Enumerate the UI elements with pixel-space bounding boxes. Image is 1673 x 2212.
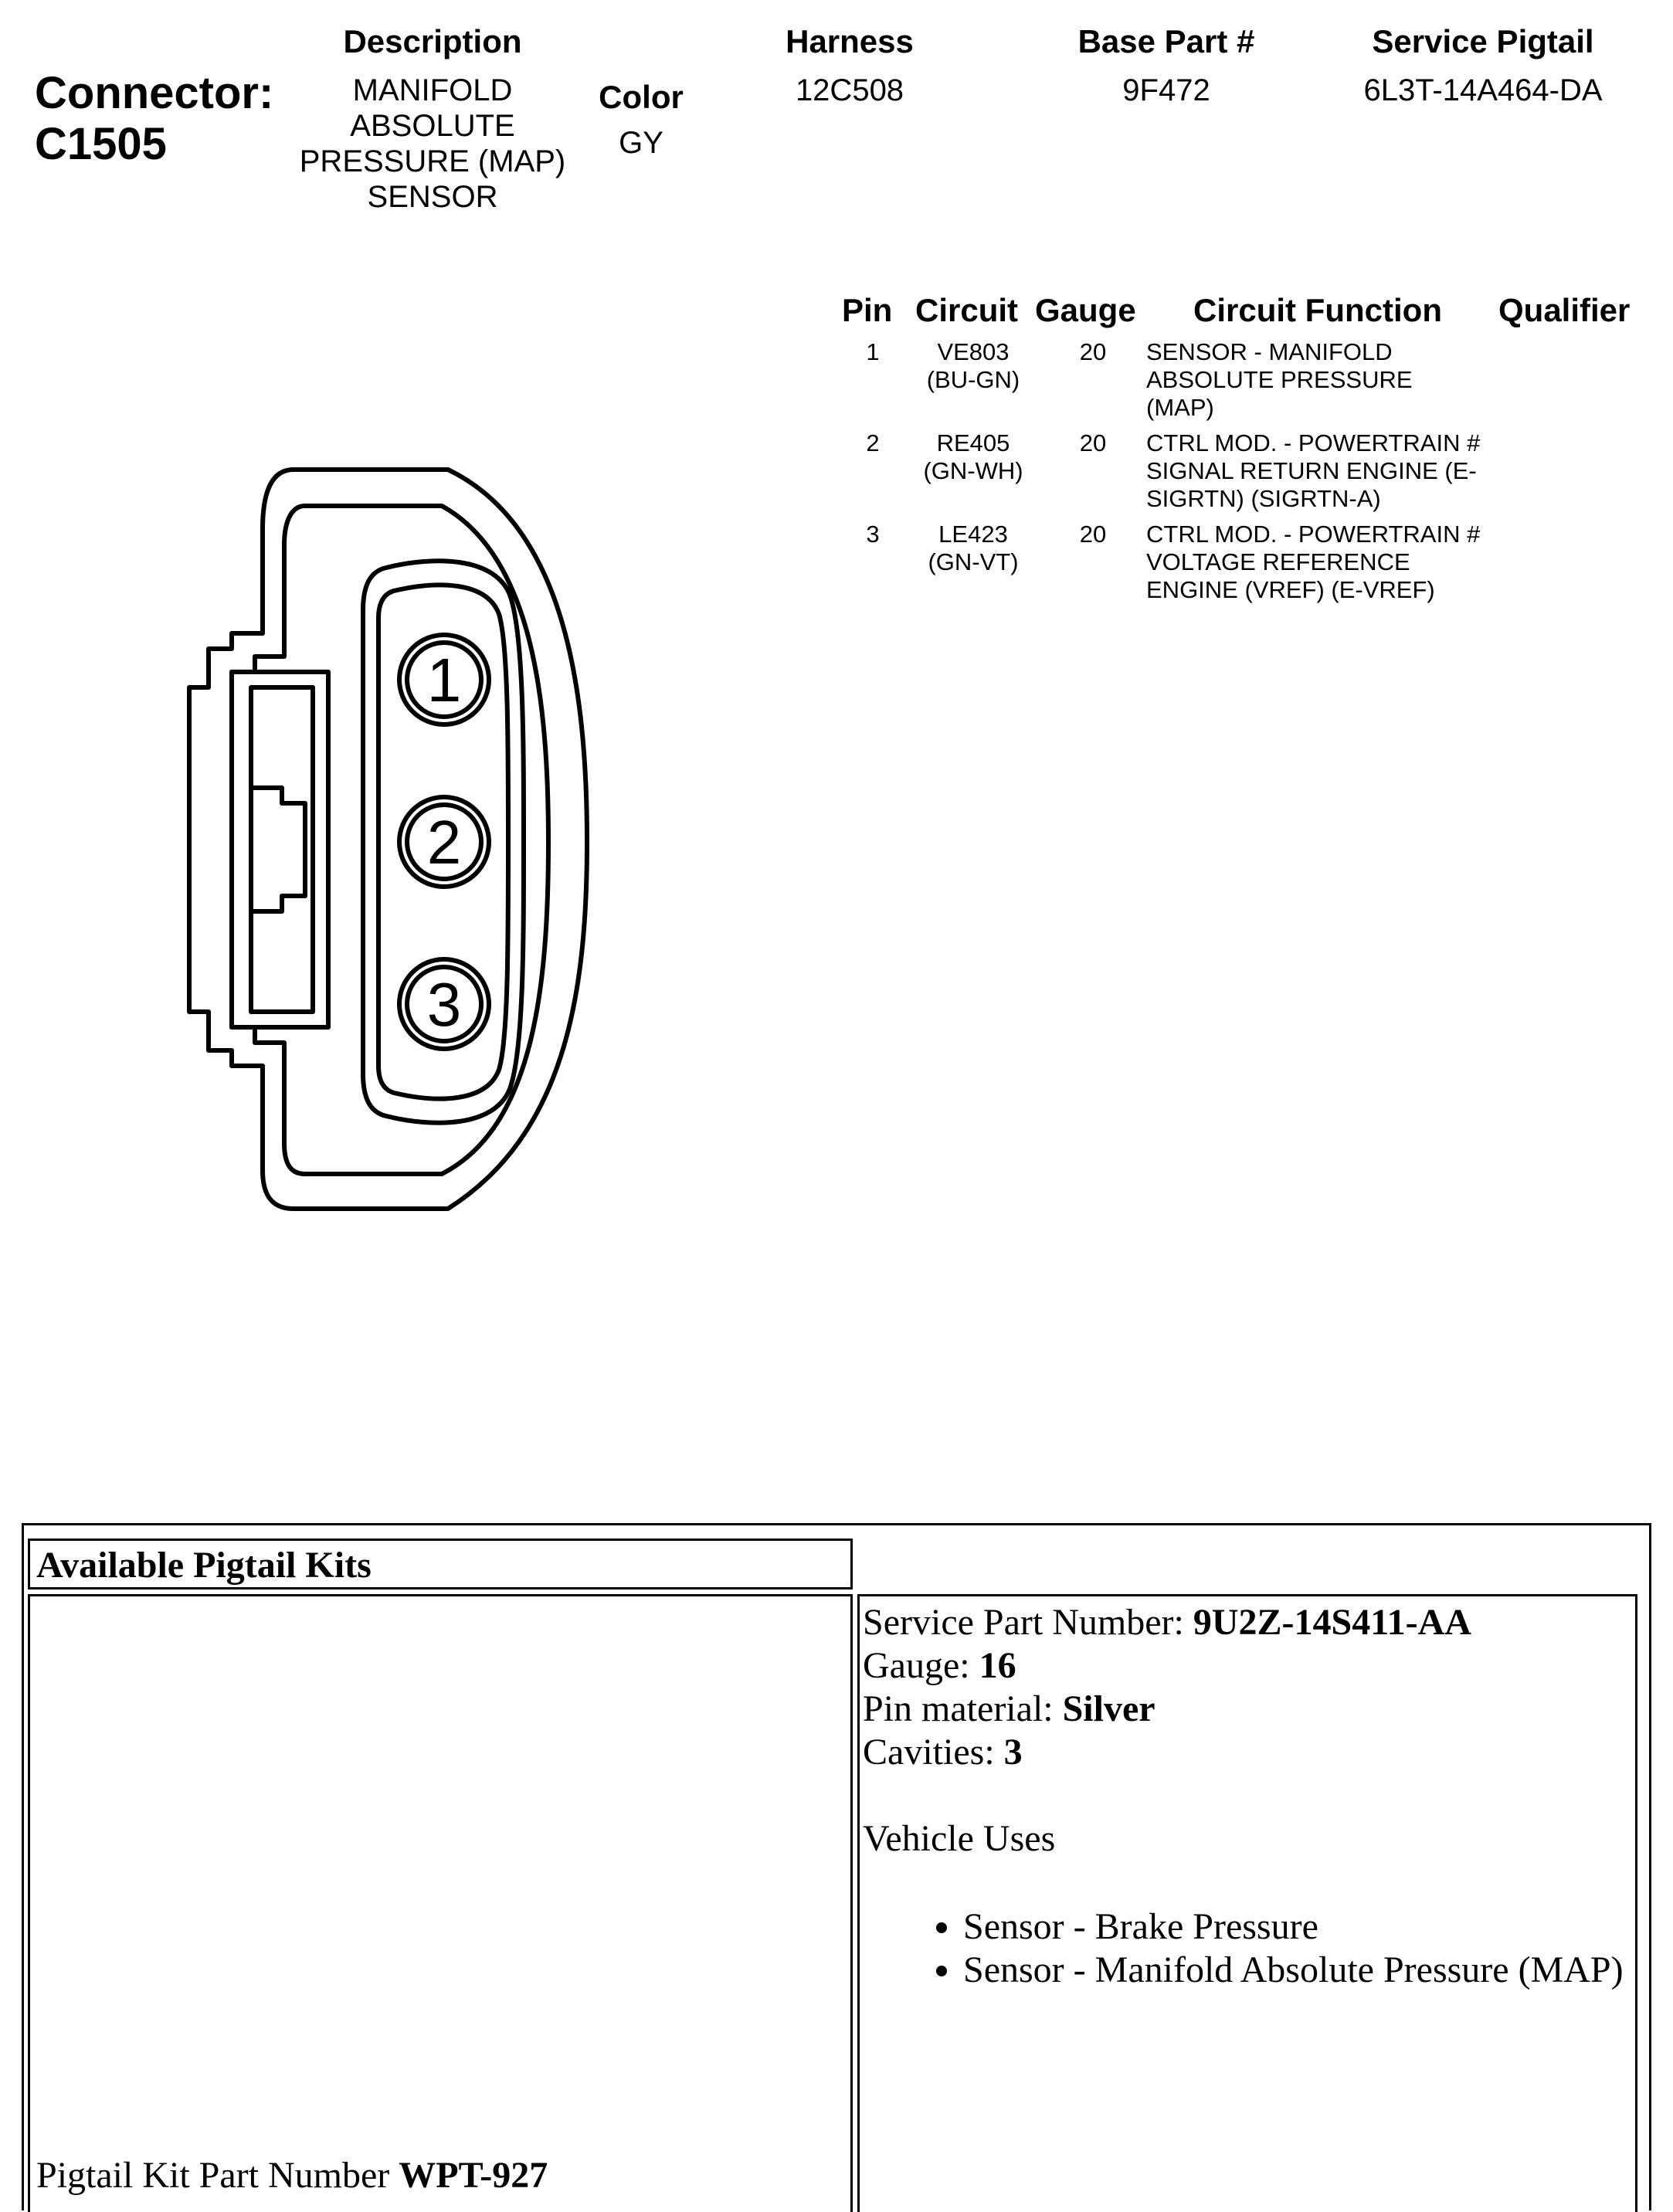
circuit-id: LE423 (938, 521, 1008, 548)
kit-right-cell (857, 1594, 1637, 2212)
function-line: ABSOLUTE PRESSURE (1146, 366, 1413, 393)
function-line: CTRL MOD. - POWERTRAIN # (1146, 429, 1481, 456)
connector-face-diagram (154, 456, 618, 1243)
pin-number: 2 (866, 429, 880, 456)
circuit-function-cell (1146, 429, 1532, 513)
pin-label-2: 2 (426, 808, 462, 877)
circuit-function-cell (1146, 338, 1532, 422)
description-header: Description (343, 23, 522, 59)
pigtail-kits-heading-cell (28, 1539, 853, 1589)
kit-part-number (36, 2154, 548, 2197)
circuit-cell (904, 521, 1043, 576)
circuit-color: (BU-GN) (926, 366, 1020, 393)
description-line: MANIFOLD (352, 73, 513, 107)
table-row (819, 429, 1653, 514)
base-part-header: Base Part # (1077, 23, 1255, 59)
gauge-line (863, 1644, 1627, 1688)
latch-tab (251, 788, 305, 911)
description-line: ABSOLUTE (350, 109, 515, 143)
connector-title (35, 68, 273, 170)
kit-details (863, 1601, 1627, 1992)
harness-value: 12C508 (795, 73, 904, 107)
function-line: CTRL MOD. - POWERTRAIN # (1146, 521, 1481, 548)
gauge-cell: 20 (1079, 338, 1107, 365)
cavities-line (863, 1731, 1627, 1774)
description-value (278, 73, 587, 215)
kit-left-cell (28, 1594, 853, 2212)
service-pigtail-header: Service Pigtail (1372, 23, 1594, 59)
function-line: (MAP) (1146, 394, 1214, 421)
description-line: SENSOR (367, 180, 498, 214)
list-item: • Sensor - Brake Pressure (963, 1905, 1627, 1949)
base-part-value: 9F472 (1122, 73, 1210, 107)
circuit-id: VE803 (937, 338, 1010, 365)
color-value: GY (619, 126, 663, 160)
function-line: ENGINE (VREF) (E-VREF) (1146, 576, 1435, 603)
gauge-column-header: Gauge (1035, 292, 1136, 328)
pin-column-header: Pin (842, 292, 893, 328)
color-header: Color (599, 79, 684, 115)
qualifier-column-header: Qualifier (1498, 292, 1631, 328)
description-line: PRESSURE (MAP) (299, 144, 566, 178)
function-line: SIGRTN) (SIGRTN-A) (1146, 485, 1381, 512)
pin-material-value: Silver (1062, 1688, 1155, 1729)
pin-label-3: 3 (426, 970, 462, 1039)
connector-label: Connector: (35, 68, 274, 118)
circuit-id: RE405 (936, 429, 1010, 456)
gauge-cell: 20 (1079, 429, 1107, 456)
table-row (819, 338, 1653, 423)
cavities-value: 3 (1003, 1732, 1023, 1773)
circuit-color: (GN-WH) (923, 457, 1023, 484)
function-line: SENSOR - MANIFOLD (1146, 338, 1393, 365)
circuit-column-header: Circuit (915, 292, 1019, 328)
circuit-color: (GN-VT) (928, 548, 1019, 575)
connector-id: C1505 (35, 119, 167, 169)
pin-material-line (863, 1688, 1627, 1731)
vehicle-uses-list (863, 1905, 1627, 1992)
housing-inner (232, 506, 548, 1174)
circuit-function-column-header: Circuit Function (1193, 292, 1442, 328)
pin-number: 1 (866, 338, 880, 365)
kit-part-label: Pigtail Kit Part Number (36, 2155, 399, 2196)
gauge-value: 16 (979, 1645, 1016, 1686)
service-pigtail-value: 6L3T-14A464-DA (1363, 73, 1603, 107)
gauge-label: Gauge: (863, 1645, 979, 1686)
pin-number: 3 (866, 521, 880, 548)
pin-label-1: 1 (426, 646, 462, 714)
circuit-cell (904, 338, 1043, 394)
pigtail-kits-heading: Available Pigtail Kits (36, 1545, 372, 1586)
vehicle-uses-label: Vehicle Uses (863, 1818, 1056, 1859)
table-row (819, 521, 1653, 606)
circuit-cell (904, 429, 1043, 485)
function-line: SIGNAL RETURN ENGINE (E- (1146, 457, 1477, 484)
kit-part-value: WPT-927 (399, 2155, 548, 2196)
harness-header: Harness (786, 23, 914, 59)
circuit-function-cell (1146, 521, 1532, 604)
service-part-label: Service Part Number: (863, 1602, 1193, 1643)
list-item: • Sensor - Manifold Absolute Pressure (MAP) (963, 1949, 1627, 1992)
gauge-cell: 20 (1079, 521, 1107, 548)
pin-material-label: Pin material: (863, 1688, 1063, 1729)
cavities-label: Cavities: (863, 1732, 1004, 1773)
service-part-line (863, 1601, 1627, 1644)
function-line: VOLTAGE REFERENCE (1146, 548, 1410, 575)
service-part-value: 9U2Z-14S411-AA (1193, 1602, 1471, 1643)
